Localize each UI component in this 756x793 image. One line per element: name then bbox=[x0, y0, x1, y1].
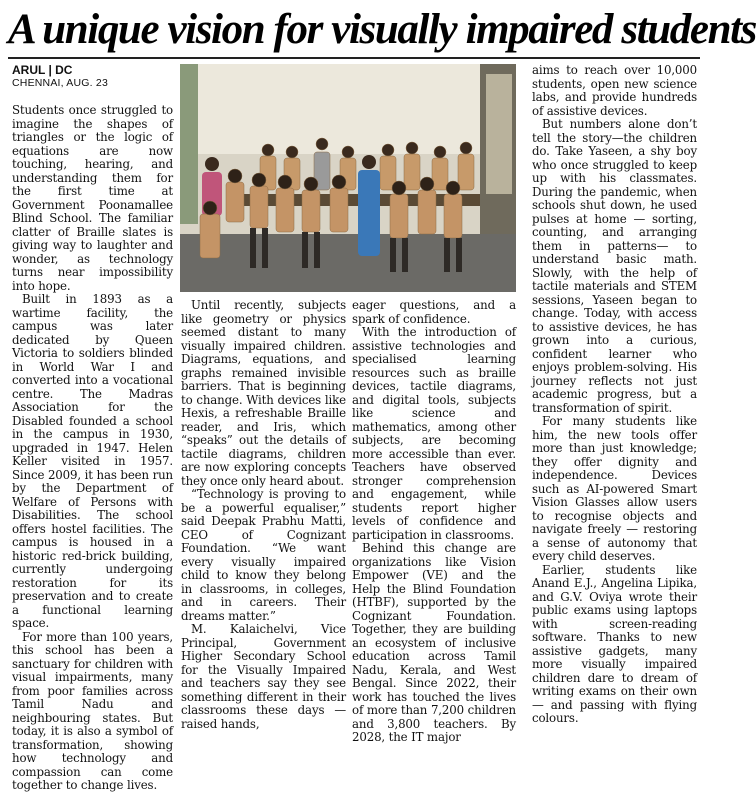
paragraph: Built in 1893 as a wartime facility, the campus was later dedicated by Queen Victoria to soldiers blinded in World War I and converted into a vocational centre. The Madras Association for the Disabled founded a school in the campus in 1930, upgraded in 1947. Helen Keller visited in 1957. Since 2009, it has been run by the Department of Welfare of Persons with Disabilities. The school offers hostel facilities. The campus is housed in a historic red-brick building, currently undergoing restoration for its preservation and to create a functional learning space. bbox=[12, 292, 173, 630]
paragraph: Until recently, subjects like geometry or physics seemed distant to many visually impaired children. Diagrams, equations, and graphs remained invisible barriers. That is beginning to change. With devices like Hexis, a refreshable Braille reader, and Iris, which “speaks” out the details of tactile diagrams, children are now exploring concepts they once only heard about. bbox=[181, 298, 346, 488]
paragraph: M. Kalaichelvi, Vice Principal, Government Higher Secondary School for the Visually Impaired and teachers say they see something different in their classrooms these days — raised hands, bbox=[181, 622, 346, 731]
paragraph: But numbers alone don’t tell the story—the children do. Take Yaseen, a shy boy who once struggled to keep up with his classmates. During the pandemic, when schools shut down, he used pulses at home — sorting, counting, and arranging them in patterns— to understand basic math. Slowly, with the help of tactile materials and STEM sessions, Yaseen began to change. Today, with access to assistive devices, he has grown into a curious, confident learner who enjoys problem-solving. His journey reflects not just academic progress, but a transformation of spirit. bbox=[532, 117, 697, 415]
paragraph: eager questions, and a spark of confidence. bbox=[352, 298, 516, 326]
paragraph: Earlier, students like Anand E.J., Angelina Lipika, and G.V. Oviya wrote their public exams using laptops with screen-reading software. Thanks to new assistive gadgets, many more visually impaired children dare to dream of writing exams on their own — and passing with flying colours. bbox=[532, 562, 697, 725]
group-photo-illustration bbox=[180, 64, 516, 292]
paragraph: aims to reach over 10,000 students, open new science labs, and provide hundreds of assistive devices. bbox=[532, 63, 697, 118]
paragraph: With the introduction of assistive technologies and specialised learning resources such as braille devices, tactile diagrams, and digital tools, subjects like science and mathematics, among other subjects, are becoming more accessible than ever. Teachers have observed stronger comprehension and engagement, while students report higher levels of confidence and participation in classrooms. bbox=[352, 325, 516, 542]
headline-rule bbox=[8, 57, 700, 59]
paragraph: “Technology is proving to be a powerful equaliser,” said Deepak Prabhu Matti, CEO of Cognizant Foundation. “We want every visually impaired child to know they belong in classrooms, in colleges, and in careers. Their dreams matter.” bbox=[181, 487, 346, 623]
byline: ARUL | DC bbox=[12, 63, 73, 77]
article-photo bbox=[180, 64, 516, 292]
article-column-3 bbox=[352, 299, 516, 744]
headline: A unique vision for visually impaired students bbox=[8, 6, 756, 53]
paragraph: Behind this change are organizations like Vision Empower (VE) and the Help the Blind Foundation (HTBF), supported by the Cognizant Foundation. Together, they are building an ecosystem of inclusive education across Tamil Nadu, Kerala, and West Bengal. Since 2022, their work has touched the lives of more than 7,200 children and 3,800 teachers. By 2028, the IT major bbox=[352, 541, 516, 744]
paragraph: For more than 100 years, this school has been a sanctuary for children with visual impairments, many from poor families across Tamil Nadu and neighbouring states. But today, it is also a symbol of transformation, showing how technology and compassion can come together to change lives. bbox=[12, 629, 173, 792]
paragraph: Students once struggled to imagine the shapes of triangles or the logic of equations are now touching, hearing, and understanding them for the first time at Government Poonamallee Blind School. The familiar clatter of Braille slates is giving way to laughter and wonder, as technology turns near impossibility into hope. bbox=[12, 103, 173, 293]
article-column-1 bbox=[12, 103, 173, 792]
dateline: CHENNAI, AUG. 23 bbox=[12, 77, 108, 89]
article-column-4 bbox=[532, 64, 697, 744]
paragraph: For many students like him, the new tools offer more than just knowledge; they offer dignity and independence. Devices such as AI-powered Smart Vision Glasses allow users to recognise objects and navigate freely — restoring a sense of autonomy that every child deserves. bbox=[532, 414, 697, 563]
article-column-2 bbox=[181, 299, 346, 744]
